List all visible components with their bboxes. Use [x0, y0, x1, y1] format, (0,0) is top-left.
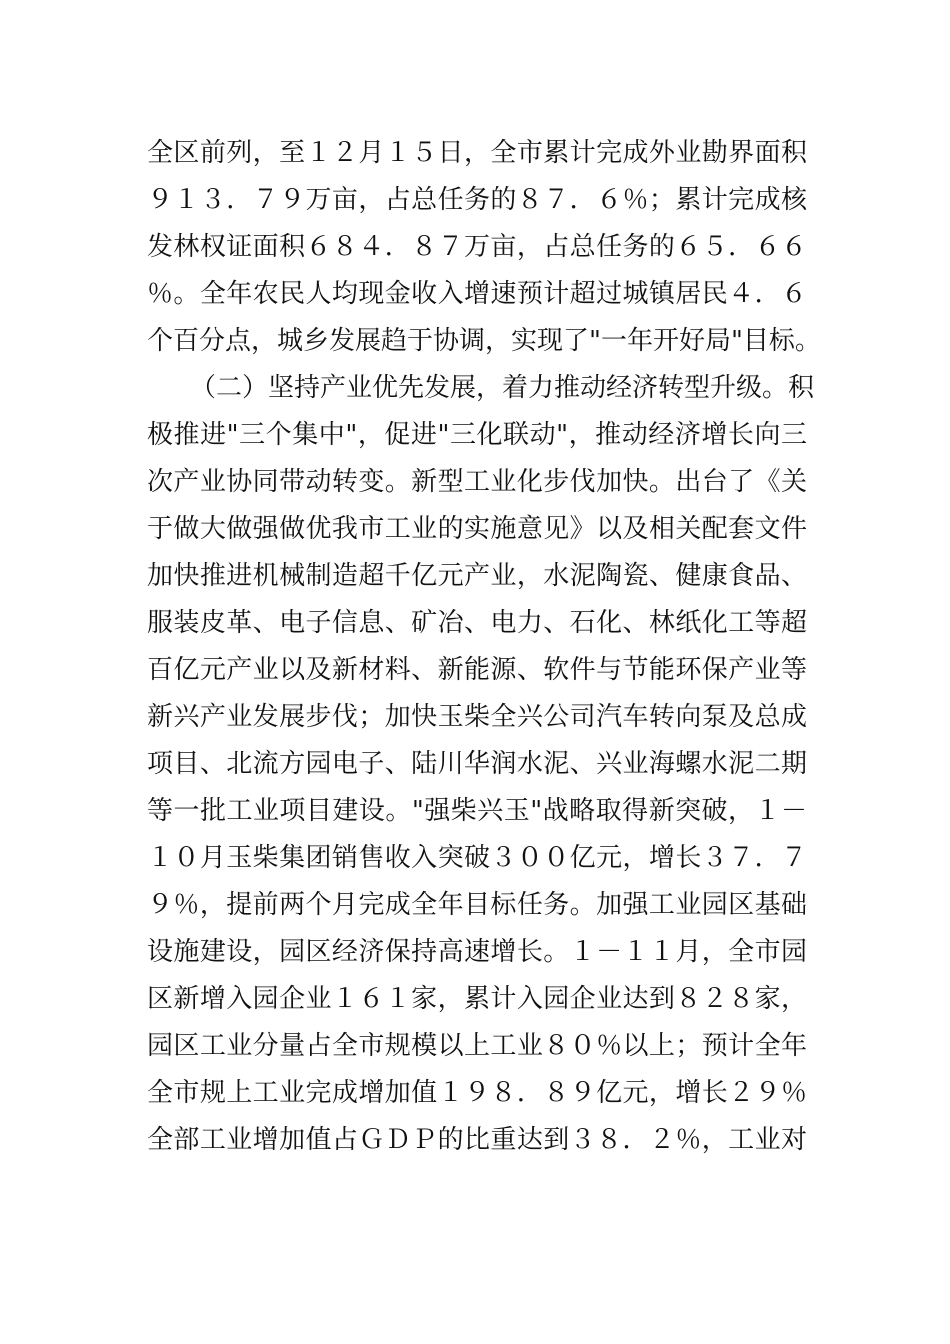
text-line: ％。全年农民人均现金收入增速预计超过城镇居民４．６	[147, 279, 807, 309]
text-line: 百亿元产业以及新材料、新能源、软件与节能环保产业等	[147, 655, 807, 685]
text-line: ９１３．７９万亩，占总任务的８７．６％；累计完成核	[147, 185, 807, 215]
text-line: 个百分点，城乡发展趋于协调，实现了"一年开好局"目标。	[147, 326, 821, 356]
text-line: 等一批工业项目建设。"强柴兴玉"战略取得新突破，１－	[147, 796, 807, 826]
text-line: 次产业协同带动转变。新型工业化步伐加快。出台了《关	[147, 467, 807, 497]
paragraph-start-line: （二）坚持产业优先发展，着力推动经济转型升级。积	[190, 373, 815, 403]
text-line: 发林权证面积６８４．８７万亩，占总任务的６５．６６	[147, 232, 807, 262]
text-line: 项目、北流方园电子、陆川华润水泥、兴业海螺水泥二期	[147, 749, 807, 779]
text-line: 区新增入园企业１６１家，累计入园企业达到８２８家，	[147, 984, 807, 1014]
text-line: 全区前列，至１２月１５日，全市累计完成外业勘界面积	[147, 138, 807, 168]
text-line: 园区工业分量占全市规模以上工业８０％以上；预计全年	[147, 1031, 807, 1061]
text-line: １０月玉柴集团销售收入突破３００亿元，增长３７．７	[147, 843, 807, 873]
text-line: ９％，提前两个月完成全年目标任务。加强工业园区基础	[147, 890, 807, 920]
text-line: 全市规上工业完成增加值１９８．８９亿元，增长２９％	[147, 1078, 807, 1108]
text-line: 设施建设，园区经济保持高速增长。１－１１月，全市园	[147, 937, 807, 967]
text-line: 极推进"三个集中"，促进"三化联动"，推动经济增长向三	[147, 420, 807, 450]
text-line: 加快推进机械制造超千亿元产业，水泥陶瓷、健康食品、	[147, 561, 807, 591]
text-line: 全部工业增加值占ＧＤＰ的比重达到３８．２％，工业对	[147, 1125, 807, 1155]
text-line: 新兴产业发展步伐；加快玉柴全兴公司汽车转向泵及总成	[147, 702, 807, 732]
text-line: 于做大做强做优我市工业的实施意见》以及相关配套文件	[147, 514, 807, 544]
text-line: 服装皮革、电子信息、矿冶、电力、石化、林纸化工等超	[147, 608, 807, 638]
